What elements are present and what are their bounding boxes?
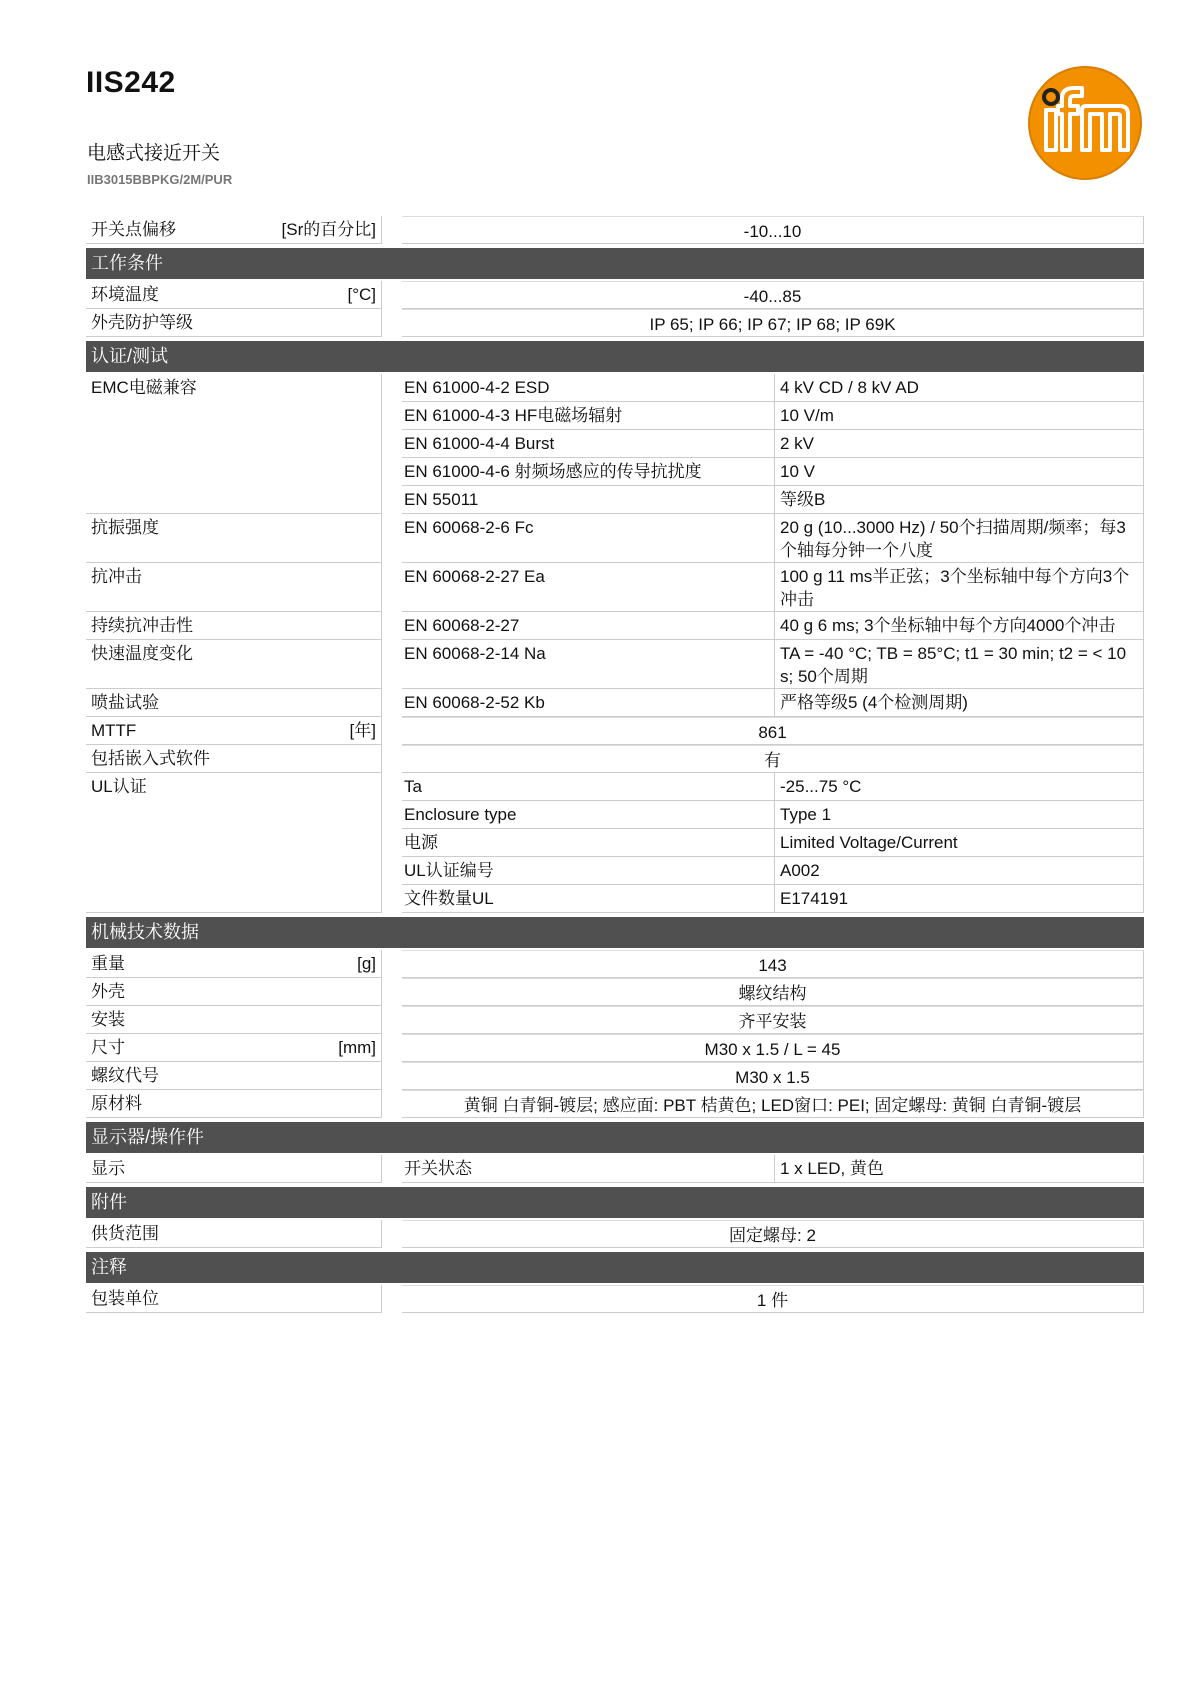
row-value: 固定螺母: 2: [402, 1220, 1144, 1248]
section-header-tests: 认证/测试: [86, 341, 1144, 372]
table-row: [402, 829, 1144, 857]
row-label: 安装: [91, 1010, 125, 1029]
datasheet-table: [86, 216, 1144, 1313]
sub-key: Ta: [402, 773, 775, 801]
row-packaging-unit: [86, 1285, 1144, 1313]
row-display: [86, 1155, 1144, 1183]
sub-value: 等级B: [775, 486, 1144, 514]
sub-value: 40 g 6 ms; 3个坐标轴中每个方向4000个冲击: [775, 612, 1144, 640]
row-label: UL认证: [91, 777, 147, 796]
sub-key: EN 61000-4-3 HF电磁场辐射: [402, 402, 775, 430]
row-label: 显示: [91, 1159, 125, 1178]
row-value: M30 x 1.5 / L = 45: [402, 1034, 1144, 1062]
sub-key: EN 60068-2-6 Fc: [402, 514, 775, 563]
row-mttf: [86, 717, 1144, 745]
row-label: 开关点偏移: [91, 220, 176, 239]
section-header-display: 显示器/操作件: [86, 1122, 1144, 1153]
row-label: 外壳: [91, 982, 125, 1001]
product-title: IIS242: [86, 66, 176, 99]
row-label: 喷盐试验: [91, 693, 159, 712]
sub-key: EN 61000-4-2 ESD: [402, 374, 775, 402]
section-header-accessories: 附件: [86, 1187, 1144, 1218]
row-ul: [86, 773, 1144, 913]
section-header-notes: 注释: [86, 1252, 1144, 1283]
table-row: [402, 430, 1144, 458]
row-rapid-temp: [86, 640, 1144, 689]
row-value: 齐平安装: [402, 1006, 1144, 1034]
sub-value: 10 V: [775, 458, 1144, 486]
row-thread: [86, 1062, 1144, 1090]
sub-key: EN 61000-4-4 Burst: [402, 430, 775, 458]
row-label: 包装单位: [91, 1289, 159, 1308]
sub-key: EN 61000-4-6 射频场感应的传导抗扰度: [402, 458, 775, 486]
table-row: [402, 857, 1144, 885]
row-vibration: [86, 514, 1144, 563]
row-label: EMC电磁兼容: [91, 378, 197, 397]
sub-value: 4 kV CD / 8 kV AD: [775, 374, 1144, 402]
sub-value: Type 1: [775, 801, 1144, 829]
row-value: IP 65; IP 66; IP 67; IP 68; IP 69K: [402, 309, 1144, 337]
row-embedded-software: [86, 745, 1144, 773]
row-label: 尺寸: [91, 1038, 125, 1057]
row-value: -10...10: [402, 216, 1144, 244]
row-unit: [mm]: [338, 1038, 376, 1057]
row-unit: [年]: [349, 721, 376, 740]
row-value: 1 件: [402, 1285, 1144, 1313]
row-value: -40...85: [402, 281, 1144, 309]
table-row: [402, 801, 1144, 829]
row-label: 螺纹代号: [91, 1066, 159, 1085]
row-dimensions: [86, 1034, 1144, 1062]
row-value: 螺纹结构: [402, 978, 1144, 1006]
row-continuous-shock: [86, 612, 1144, 640]
row-ambient-temp: [86, 281, 1144, 309]
row-materials: [86, 1090, 1144, 1118]
row-emc: [86, 374, 1144, 514]
row-label: 抗冲击: [91, 567, 142, 586]
sub-key: Enclosure type: [402, 801, 775, 829]
row-label: 原材料: [91, 1094, 142, 1113]
row-label: MTTF: [91, 721, 137, 740]
sub-key: EN 60068-2-52 Kb: [402, 689, 775, 717]
row-shock: [86, 563, 1144, 612]
sub-key: UL认证编号: [402, 857, 775, 885]
row-label: 重量: [91, 954, 125, 973]
row-label: 包括嵌入式软件: [91, 749, 210, 768]
sub-value: 严格等级5 (4个检测周期): [775, 689, 1144, 717]
row-protection: [86, 309, 1144, 337]
row-weight: [86, 950, 1144, 978]
sub-value: 1 x LED, 黄色: [775, 1155, 1144, 1183]
ifm-logo: [1026, 64, 1144, 182]
row-label: 抗振强度: [91, 518, 159, 537]
sub-value: 100 g 11 ms半正弦；3个坐标轴中每个方向3个冲击: [775, 563, 1144, 612]
row-label: 持续抗冲击性: [91, 616, 193, 635]
row-unit: [°C]: [347, 285, 376, 304]
sub-value: A002: [775, 857, 1144, 885]
product-subtitle: 电感式接近开关: [87, 143, 221, 164]
sub-value: 2 kV: [775, 430, 1144, 458]
row-label: 供货范围: [91, 1224, 159, 1243]
row-housing: [86, 978, 1144, 1006]
row-mounting: [86, 1006, 1144, 1034]
row-switch-point-offset: [86, 216, 1144, 244]
row-value: 黄铜 白青铜-镀层; 感应面: PBT 桔黄色; LED窗口: PEI; 固定螺母: 黄铜 白青铜-镀层: [402, 1090, 1144, 1118]
table-row: [402, 458, 1144, 486]
row-label: 快速温度变化: [91, 644, 193, 663]
product-code: IIB3015BBPKG/2M/PUR: [87, 172, 233, 187]
sub-value: Limited Voltage/Current: [775, 829, 1144, 857]
table-row: [402, 885, 1144, 913]
sub-key: EN 60068-2-27 Ea: [402, 563, 775, 612]
table-row: [402, 402, 1144, 430]
row-value: 861: [402, 717, 1144, 745]
sub-key: EN 60068-2-27: [402, 612, 775, 640]
table-row: [402, 374, 1144, 402]
row-scope-of-delivery: [86, 1220, 1144, 1248]
table-row: [402, 486, 1144, 514]
sub-key: 文件数量UL: [402, 885, 775, 913]
sub-key: 开关状态: [402, 1155, 775, 1183]
section-header-mechanical: 机械技术数据: [86, 917, 1144, 948]
sub-value: -25...75 °C: [775, 773, 1144, 801]
row-label: 外壳防护等级: [91, 313, 193, 332]
sub-value: E174191: [775, 885, 1144, 913]
row-value: 143: [402, 950, 1144, 978]
table-row: [402, 773, 1144, 801]
sub-value: 20 g (10...3000 Hz) / 50个扫描周期/频率；每3个轴每分钟一个八度: [775, 514, 1144, 563]
row-value: M30 x 1.5: [402, 1062, 1144, 1090]
sub-value: 10 V/m: [775, 402, 1144, 430]
sub-value: TA = -40 °C; TB = 85°C; t1 = 30 min; t2 = < 10 s; 50个周期: [775, 640, 1144, 689]
row-value: 有: [402, 745, 1144, 773]
sub-key: EN 60068-2-14 Na: [402, 640, 775, 689]
row-unit: [Sr的百分比]: [281, 220, 376, 239]
row-label: 环境温度: [91, 285, 159, 304]
row-unit: [g]: [357, 954, 376, 973]
row-salt-spray: [86, 689, 1144, 717]
section-header-operating: 工作条件: [86, 248, 1144, 279]
sub-key: EN 55011: [402, 486, 775, 514]
sub-key: 电源: [402, 829, 775, 857]
